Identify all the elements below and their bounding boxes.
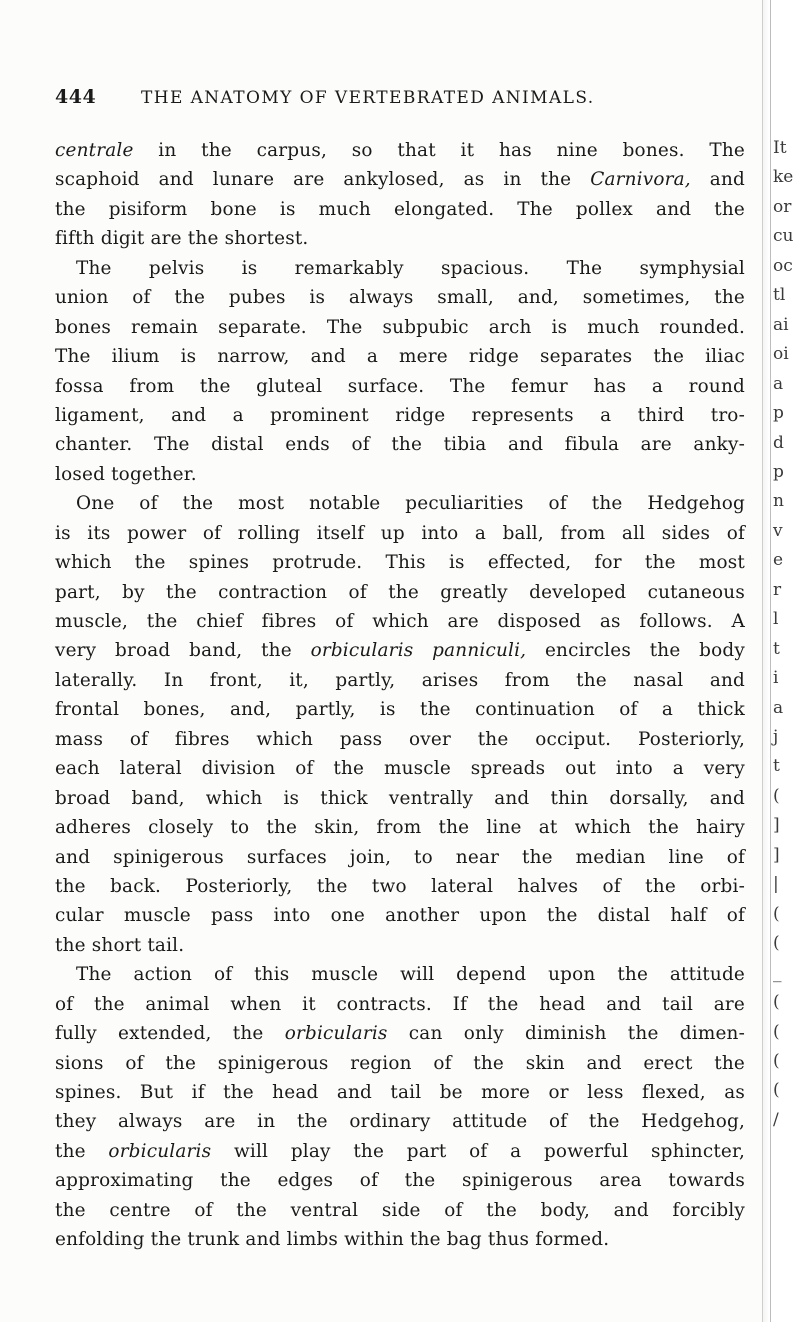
text-line: frontal bones, and, partly, is the continuation of a thick bbox=[55, 699, 745, 721]
text-line: each lateral division of the muscle spreads out into a very bbox=[55, 758, 745, 780]
facing-page-glyph: n bbox=[773, 491, 784, 512]
text-line: The pelvis is remarkably spacious. The symphysial bbox=[76, 257, 745, 279]
text-line: enfolding the trunk and limbs within the bag thus formed. bbox=[55, 1229, 610, 1251]
facing-page-glyph: It bbox=[773, 138, 787, 158]
text-line: fifth digit are the shortest. bbox=[55, 228, 309, 250]
text-line: spines. But if the head and tail be more or less flexed, as bbox=[55, 1082, 745, 1103]
text-line: the pisiform bone is much elongated. The pollex and the bbox=[55, 198, 745, 220]
text-line: broad band, which is thick ventrally and thin dorsally, and bbox=[55, 787, 745, 809]
text-line: mass of fibres which pass over the occiput. Posteriorly, bbox=[55, 728, 745, 750]
page-number: 444 bbox=[55, 86, 97, 108]
text-line: scaphoid and lunare are ankylosed, as in the Carnivora, and bbox=[55, 169, 745, 191]
facing-page-glyph: tl bbox=[773, 285, 786, 306]
facing-page-glyph: ke bbox=[773, 167, 794, 188]
text-line: fossa from the gluteal surface. The femur has a round bbox=[55, 375, 745, 397]
text-line: adheres closely to the skin, from the line at which the hairy bbox=[55, 817, 745, 839]
facing-page-glyph: _ bbox=[773, 962, 782, 983]
text-line: losed together. bbox=[55, 463, 197, 485]
facing-page-glyph: / bbox=[773, 1109, 779, 1130]
facing-page-glyph: r bbox=[773, 579, 782, 600]
facing-page-glyph: ( bbox=[773, 1080, 780, 1101]
facing-page-glyph: ( bbox=[773, 1050, 780, 1071]
facing-page-glyph: e bbox=[773, 550, 784, 571]
text-line: of the animal when it contracts. If the head and tail are bbox=[55, 993, 745, 1015]
facing-page-glyph: or bbox=[773, 196, 792, 217]
text-line: sions of the spinigerous region of the skin and erect the bbox=[55, 1052, 745, 1074]
page-gutter-line bbox=[770, 0, 771, 1322]
facing-page-glyph: p bbox=[773, 461, 784, 482]
facing-page-glyph: t bbox=[773, 756, 780, 777]
facing-page-glyph: a bbox=[773, 697, 784, 718]
text-line: and spinigerous surfaces join, to near the median line of bbox=[55, 846, 745, 868]
text-line: bones remain separate. The subpubic arch is much rounded. bbox=[55, 316, 745, 338]
facing-page-glyph: a bbox=[773, 373, 784, 394]
facing-page-glyph: ( bbox=[773, 992, 780, 1013]
text-line: union of the pubes is always small, and, sometimes, the bbox=[55, 287, 745, 309]
text-line: ligament, and a prominent ridge represents a third tro- bbox=[55, 404, 745, 426]
text-line: fully extended, the orbicularis can only diminish the dimen- bbox=[55, 1023, 746, 1045]
facing-page-glyph: oi bbox=[773, 344, 789, 365]
text-line: the centre of the ventral side of the body, and forcibly bbox=[55, 1199, 745, 1221]
facing-page-glyph: ( bbox=[773, 903, 780, 924]
facing-page-glyph: oc bbox=[773, 255, 793, 276]
facing-page-glyph: p bbox=[773, 403, 784, 424]
text-line: is its power of rolling itself up into a ball, from all sides of bbox=[55, 522, 745, 544]
facing-page-glyph: v bbox=[773, 520, 783, 541]
text-line: the orbicularis will play the part of a powerful sphincter, bbox=[55, 1140, 746, 1162]
facing-page-glyph: ( bbox=[773, 785, 780, 806]
text-line: The ilium is narrow, and a mere ridge separates the iliac bbox=[55, 346, 745, 368]
facing-page-glyph: d bbox=[773, 432, 784, 453]
facing-page-glyph: i bbox=[773, 668, 779, 689]
facing-page-glyph: ] bbox=[773, 844, 780, 865]
text-line: the short tail. bbox=[55, 934, 185, 956]
facing-page-glyph: ai bbox=[773, 314, 789, 335]
page-header bbox=[55, 86, 755, 118]
running-title: THE ANATOMY OF VERTEBRATED ANIMALS. bbox=[141, 88, 595, 108]
text-line: part, by the contraction of the greatly developed cutaneous bbox=[55, 581, 745, 603]
facing-page-glyph: l bbox=[773, 609, 779, 630]
text-line: approximating the edges of the spinigerous area towards bbox=[55, 1170, 745, 1192]
text-line: cular muscle pass into one another upon the distal half of bbox=[55, 905, 745, 927]
facing-page-edge bbox=[762, 0, 800, 1322]
text-line: laterally. In front, it, partly, arises from the nasal and bbox=[55, 669, 745, 691]
text-line: which the spines protrude. This is effected, for the most bbox=[55, 552, 745, 574]
text-line: The action of this muscle will depend upon the attitude bbox=[76, 964, 745, 986]
facing-page-glyph: j bbox=[773, 727, 779, 747]
text-line: centrale in the carpus, so that it has nine bones. The bbox=[55, 140, 745, 161]
text-line: chanter. The distal ends of the tibia and fibula are anky- bbox=[55, 434, 745, 456]
facing-page-glyph: ] bbox=[773, 815, 780, 836]
text-line: very broad band, the orbicularis panniculi, encircles the body bbox=[55, 640, 745, 662]
facing-page-glyph: t bbox=[773, 638, 780, 659]
facing-page-glyph: ( bbox=[773, 1021, 780, 1042]
facing-page-glyph: cu bbox=[773, 226, 794, 247]
text-line: muscle, the chief fibres of which are disposed as follows. A bbox=[55, 611, 745, 632]
facing-page-glyph: | bbox=[773, 874, 779, 895]
text-line: the back. Posteriorly, the two lateral halves of the orbi- bbox=[55, 875, 745, 897]
text-line: One of the most notable peculiarities of the Hedgehog bbox=[76, 493, 745, 515]
body-text bbox=[55, 136, 745, 1255]
facing-page-glyph: ( bbox=[773, 933, 780, 954]
text-line: they always are in the ordinary attitude of the Hedgehog, bbox=[55, 1111, 745, 1133]
